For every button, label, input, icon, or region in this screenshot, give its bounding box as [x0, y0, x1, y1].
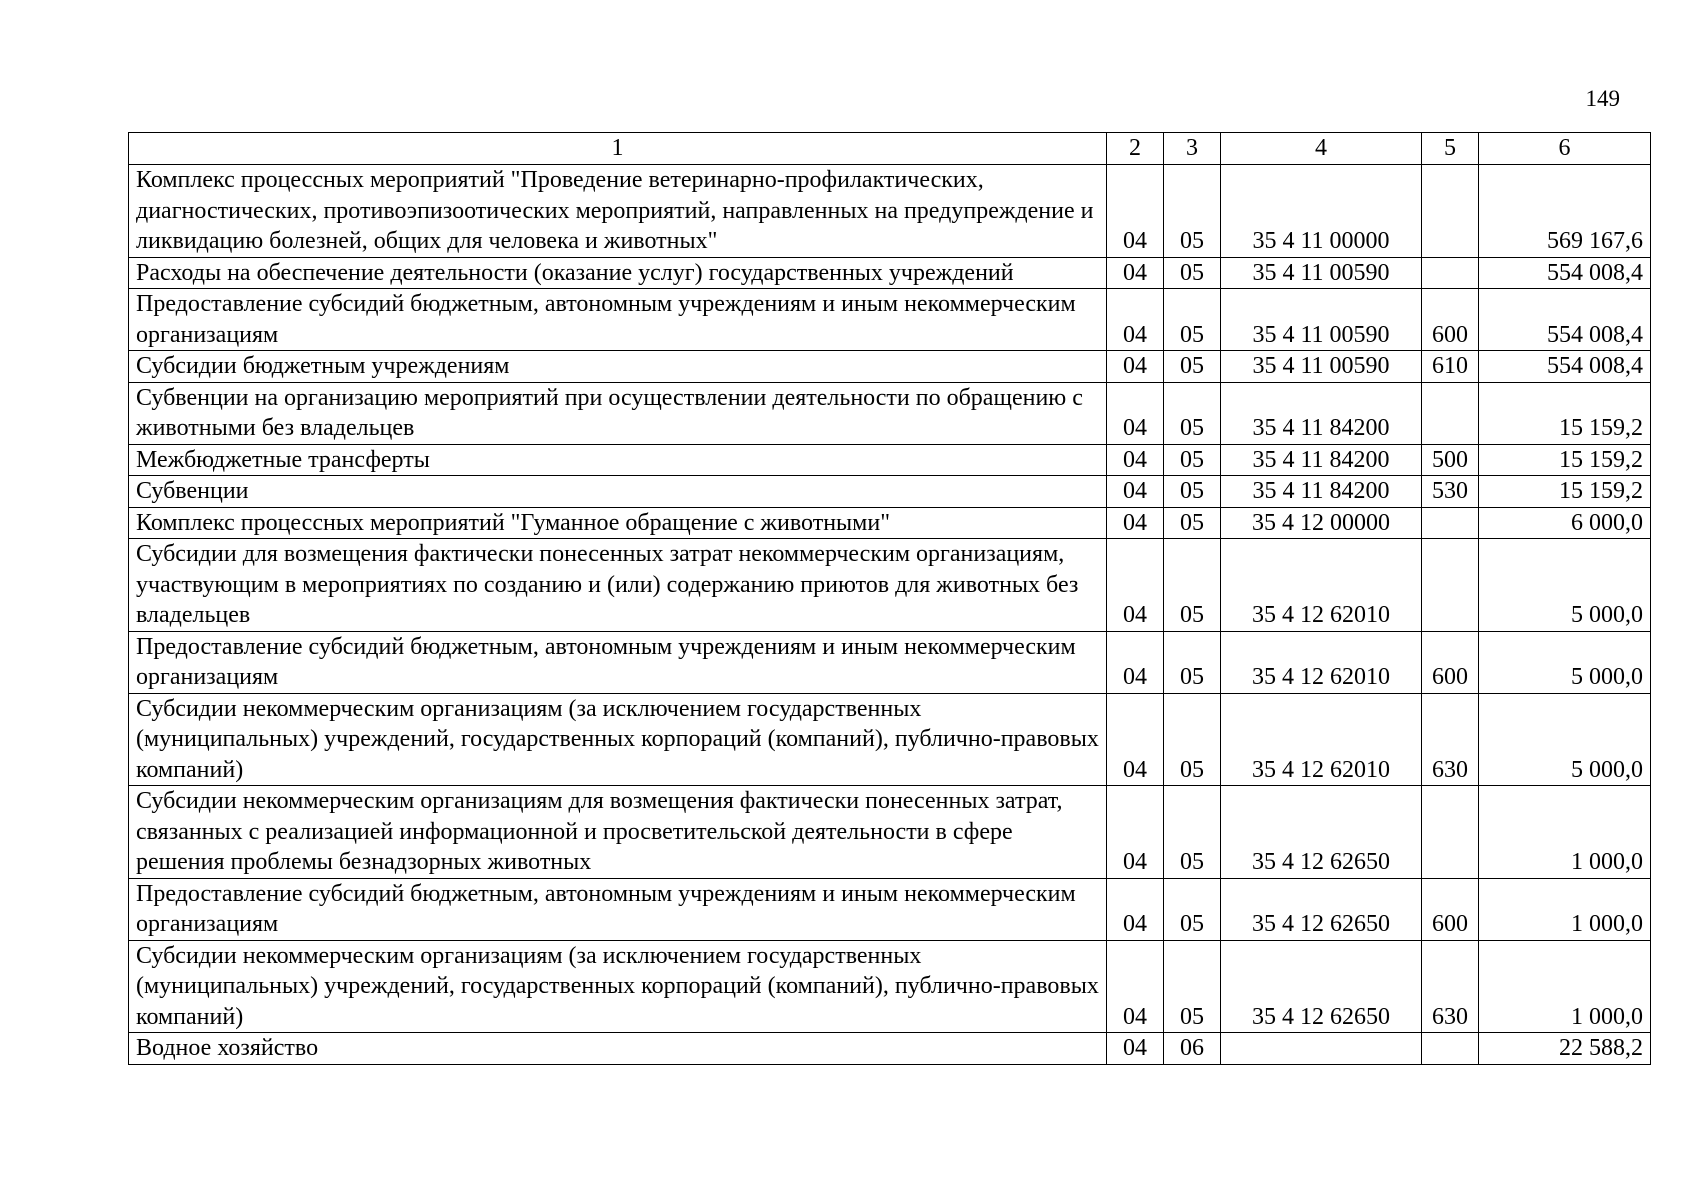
table-row [129, 257, 1651, 289]
table-row [129, 878, 1651, 940]
row-type-cell [1422, 257, 1479, 289]
row-section-cell: 04 [1107, 786, 1164, 879]
column-header: 4 [1221, 133, 1422, 165]
row-subsection-cell: 05 [1164, 786, 1221, 879]
table-row [129, 539, 1651, 632]
row-section-cell: 04 [1107, 444, 1164, 476]
row-section-cell: 04 [1107, 165, 1164, 258]
row-sum-cell: 15 159,2 [1479, 476, 1651, 508]
row-name-cell: Расходы на обеспечение деятельности (оказание услуг) государственных учреждений [129, 257, 1107, 289]
row-type-cell [1422, 382, 1479, 444]
row-subsection-cell: 05 [1164, 631, 1221, 693]
row-subsection-cell: 05 [1164, 476, 1221, 508]
row-article-cell: 35 4 12 00000 [1221, 507, 1422, 539]
row-name-cell: Субвенции на организацию мероприятий при осуществлении деятельности по обращению с животными без владельцев [129, 382, 1107, 444]
row-subsection-cell: 05 [1164, 444, 1221, 476]
table-row [129, 940, 1651, 1033]
row-subsection-cell: 05 [1164, 382, 1221, 444]
column-header: 6 [1479, 133, 1651, 165]
row-sum-cell: 6 000,0 [1479, 507, 1651, 539]
row-subsection-cell: 05 [1164, 257, 1221, 289]
row-article-cell: 35 4 11 00000 [1221, 165, 1422, 258]
row-subsection-cell: 05 [1164, 507, 1221, 539]
row-name-cell: Комплекс процессных мероприятий "Проведение ветеринарно-профилактических, диагностических, противоэпизоотических мероприятий, направленных на предупреждение и ликвидацию болезней, общих для человека и животных" [129, 165, 1107, 258]
column-header: 5 [1422, 133, 1479, 165]
table-row [129, 165, 1651, 258]
row-type-cell: 500 [1422, 444, 1479, 476]
row-sum-cell: 5 000,0 [1479, 539, 1651, 632]
row-article-cell: 35 4 11 84200 [1221, 444, 1422, 476]
row-article-cell: 35 4 12 62010 [1221, 693, 1422, 786]
row-type-cell: 610 [1422, 351, 1479, 383]
row-type-cell: 530 [1422, 476, 1479, 508]
row-article-cell [1221, 1033, 1422, 1065]
row-article-cell: 35 4 11 84200 [1221, 476, 1422, 508]
row-name-cell: Комплекс процессных мероприятий "Гуманное обращение с животными" [129, 507, 1107, 539]
row-type-cell: 630 [1422, 940, 1479, 1033]
table-row [129, 476, 1651, 508]
row-article-cell: 35 4 11 00590 [1221, 351, 1422, 383]
row-sum-cell: 554 008,4 [1479, 257, 1651, 289]
row-section-cell: 04 [1107, 631, 1164, 693]
row-sum-cell: 15 159,2 [1479, 382, 1651, 444]
column-header: 1 [129, 133, 1107, 165]
budget-table [128, 132, 1651, 1065]
row-section-cell: 04 [1107, 693, 1164, 786]
row-article-cell: 35 4 12 62650 [1221, 878, 1422, 940]
row-article-cell: 35 4 11 00590 [1221, 257, 1422, 289]
row-section-cell: 04 [1107, 1033, 1164, 1065]
row-subsection-cell: 05 [1164, 165, 1221, 258]
table-row [129, 693, 1651, 786]
row-sum-cell: 554 008,4 [1479, 351, 1651, 383]
table-row [129, 507, 1651, 539]
row-name-cell: Субсидии некоммерческим организациям (за исключением государственных (муниципальных) учреждений, государственных корпораций (компаний), публично-правовых компаний) [129, 940, 1107, 1033]
row-section-cell: 04 [1107, 289, 1164, 351]
row-name-cell: Субвенции [129, 476, 1107, 508]
table-row [129, 382, 1651, 444]
row-section-cell: 04 [1107, 382, 1164, 444]
row-section-cell: 04 [1107, 476, 1164, 508]
row-sum-cell: 1 000,0 [1479, 878, 1651, 940]
row-sum-cell: 5 000,0 [1479, 693, 1651, 786]
table-row [129, 786, 1651, 879]
row-type-cell [1422, 786, 1479, 879]
row-name-cell: Предоставление субсидий бюджетным, автономным учреждениям и иным некоммерческим организациям [129, 289, 1107, 351]
row-sum-cell: 22 588,2 [1479, 1033, 1651, 1065]
row-sum-cell: 5 000,0 [1479, 631, 1651, 693]
row-subsection-cell: 05 [1164, 351, 1221, 383]
column-header: 2 [1107, 133, 1164, 165]
row-type-cell: 600 [1422, 631, 1479, 693]
row-sum-cell: 1 000,0 [1479, 940, 1651, 1033]
row-section-cell: 04 [1107, 940, 1164, 1033]
row-article-cell: 35 4 11 00590 [1221, 289, 1422, 351]
row-article-cell: 35 4 12 62010 [1221, 539, 1422, 632]
row-subsection-cell: 06 [1164, 1033, 1221, 1065]
table-row [129, 444, 1651, 476]
row-name-cell: Субсидии бюджетным учреждениям [129, 351, 1107, 383]
table-row [129, 351, 1651, 383]
column-header: 3 [1164, 133, 1221, 165]
row-type-cell [1422, 165, 1479, 258]
row-sum-cell: 569 167,6 [1479, 165, 1651, 258]
row-name-cell: Водное хозяйство [129, 1033, 1107, 1065]
row-name-cell: Субсидии для возмещения фактически понесенных затрат некоммерческим организациям, участвующим в мероприятиях по созданию и (или) содержанию приютов для животных без владельцев [129, 539, 1107, 632]
row-section-cell: 04 [1107, 878, 1164, 940]
row-section-cell: 04 [1107, 507, 1164, 539]
row-name-cell: Субсидии некоммерческим организациям для возмещения фактически понесенных затрат, связанных с реализацией информационной и просветительской деятельности в сфере решения проблемы безнадзорных животных [129, 786, 1107, 879]
row-type-cell: 600 [1422, 878, 1479, 940]
row-subsection-cell: 05 [1164, 539, 1221, 632]
table-row [129, 1033, 1651, 1065]
row-subsection-cell: 05 [1164, 289, 1221, 351]
row-sum-cell: 554 008,4 [1479, 289, 1651, 351]
row-subsection-cell: 05 [1164, 940, 1221, 1033]
row-name-cell: Субсидии некоммерческим организациям (за исключением государственных (муниципальных) учреждений, государственных корпораций (компаний), публично-правовых компаний) [129, 693, 1107, 786]
row-type-cell: 630 [1422, 693, 1479, 786]
row-type-cell [1422, 507, 1479, 539]
row-name-cell: Предоставление субсидий бюджетным, автономным учреждениям и иным некоммерческим организациям [129, 878, 1107, 940]
row-sum-cell: 15 159,2 [1479, 444, 1651, 476]
row-type-cell [1422, 1033, 1479, 1065]
table-row [129, 631, 1651, 693]
row-article-cell: 35 4 12 62650 [1221, 786, 1422, 879]
row-type-cell [1422, 539, 1479, 632]
row-name-cell: Межбюджетные трансферты [129, 444, 1107, 476]
row-section-cell: 04 [1107, 257, 1164, 289]
row-article-cell: 35 4 12 62650 [1221, 940, 1422, 1033]
row-name-cell: Предоставление субсидий бюджетным, автономным учреждениям и иным некоммерческим организациям [129, 631, 1107, 693]
row-article-cell: 35 4 12 62010 [1221, 631, 1422, 693]
row-subsection-cell: 05 [1164, 693, 1221, 786]
row-sum-cell: 1 000,0 [1479, 786, 1651, 879]
row-article-cell: 35 4 11 84200 [1221, 382, 1422, 444]
table-row [129, 289, 1651, 351]
page-number: 149 [1585, 86, 1620, 111]
row-section-cell: 04 [1107, 351, 1164, 383]
table-header-row [129, 133, 1651, 165]
row-subsection-cell: 05 [1164, 878, 1221, 940]
row-section-cell: 04 [1107, 539, 1164, 632]
row-type-cell: 600 [1422, 289, 1479, 351]
